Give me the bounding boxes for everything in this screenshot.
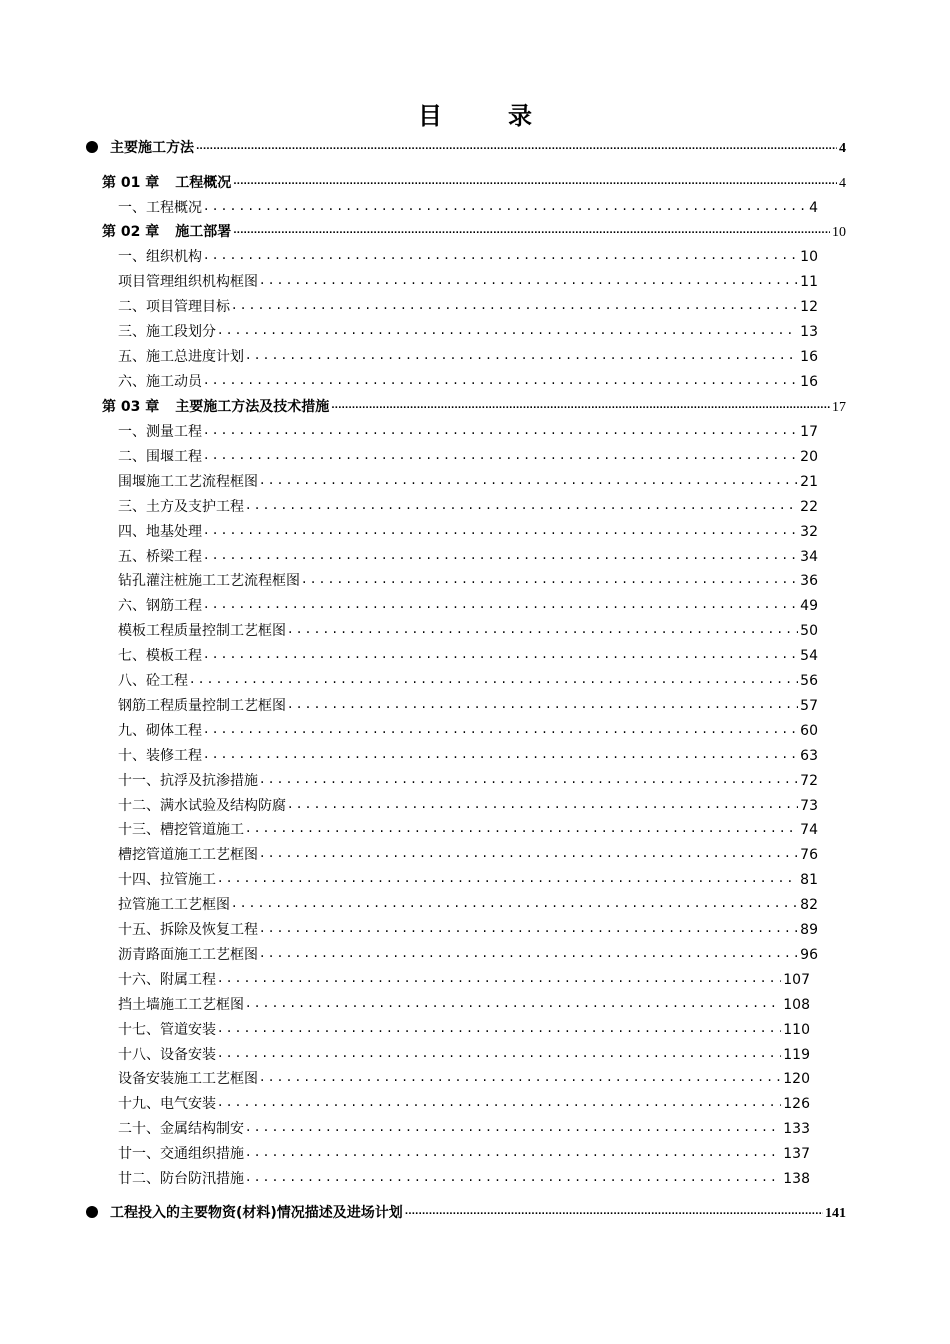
- toc-item-label: 槽挖管道施工工艺框图: [118, 847, 258, 864]
- toc-item-label: 五、施工总进度计划: [118, 349, 244, 365]
- toc-item-label: 一、测量工程: [118, 424, 202, 440]
- toc-item-entry[interactable]: [118, 1093, 810, 1113]
- dot-leader: [218, 1020, 781, 1034]
- toc-item-entry[interactable]: [118, 645, 818, 665]
- toc-item-label: 设备安装施工工艺框图: [118, 1071, 258, 1088]
- dot-leader: [232, 297, 798, 311]
- toc-item-label: 十二、满水试验及结构防腐: [118, 797, 286, 814]
- toc-page-number: 17: [800, 424, 818, 440]
- toc-item-entry[interactable]: [118, 844, 818, 864]
- dot-leader: [196, 138, 837, 152]
- dot-leader: [204, 596, 798, 610]
- dot-leader: [204, 721, 798, 735]
- toc-item-label: 围堰施工工艺流程框图: [118, 473, 258, 490]
- dot-leader: [204, 247, 798, 261]
- toc-page-number: 4: [839, 176, 846, 191]
- toc-item-entry[interactable]: [118, 570, 818, 590]
- toc-chapter-entry[interactable]: [102, 221, 846, 241]
- toc-page-number: 57: [800, 697, 818, 714]
- dot-leader: [190, 671, 798, 685]
- toc-item-entry[interactable]: [118, 471, 818, 491]
- chapter-title: 工程概况: [175, 175, 232, 191]
- toc-page-number: 10: [832, 225, 846, 240]
- toc-item-entry[interactable]: [118, 446, 818, 466]
- toc-page-number: 76: [800, 847, 818, 864]
- toc-page-number: 89: [800, 922, 818, 938]
- bullet-icon: [86, 141, 98, 153]
- toc-item-label: 钻孔灌注桩施工工艺流程框图: [118, 573, 300, 590]
- dot-leader: [260, 472, 798, 486]
- toc-item-label: 十四、拉管施工: [118, 872, 216, 889]
- dot-leader: [260, 1069, 781, 1083]
- toc-item-entry[interactable]: [118, 745, 818, 765]
- toc-item-entry[interactable]: [118, 869, 818, 889]
- chapter-number: 第 02 章: [102, 224, 160, 240]
- toc-item-entry[interactable]: [118, 720, 818, 740]
- toc-page-number: 138: [783, 1171, 810, 1187]
- toc-item-label: 挡土墙施工工艺框图: [118, 996, 244, 1013]
- toc-item-label: 一、工程概况: [118, 200, 202, 216]
- toc-item-label: 廿一、交通组织措施: [118, 1146, 244, 1163]
- toc-item-label: 四、地基处理: [118, 523, 202, 540]
- dot-leader: [218, 970, 781, 984]
- toc-page-number: 20: [800, 448, 818, 465]
- toc-page-number: 36: [800, 573, 818, 590]
- toc-item-entry[interactable]: [118, 546, 818, 566]
- dot-leader: [288, 696, 798, 710]
- toc-page-number: 12: [800, 299, 818, 315]
- toc-item-label: 六、施工动员: [118, 374, 202, 390]
- toc-page-number: 96: [800, 946, 818, 963]
- toc-page-number: 13: [800, 324, 818, 340]
- dot-leader: [204, 522, 798, 536]
- toc-item-label: 一、组织机构: [118, 249, 202, 265]
- toc-item-label: 沥青路面施工工艺框图: [118, 946, 258, 963]
- toc-item-entry[interactable]: [118, 271, 818, 291]
- toc-item-label: 九、砌体工程: [118, 722, 202, 739]
- toc-page-number: 11: [800, 274, 818, 290]
- toc-chapter-entry[interactable]: [102, 172, 846, 192]
- chapter-title: 施工部署: [175, 224, 232, 240]
- toc-item-entry[interactable]: [118, 421, 818, 441]
- toc-page-number: 141: [825, 1206, 846, 1221]
- toc-item-label: 廿二、防台防汛措施: [118, 1171, 244, 1187]
- toc-item-label: 十六、附属工程: [118, 971, 216, 988]
- toc-item-entry[interactable]: [118, 894, 818, 914]
- toc-item-entry[interactable]: [118, 346, 818, 366]
- toc-section-label: 主要施工方法: [110, 140, 194, 156]
- toc-item-entry[interactable]: [118, 620, 818, 640]
- dot-leader: [204, 447, 798, 461]
- dot-leader: [246, 1169, 781, 1183]
- toc-item-entry[interactable]: [118, 1168, 810, 1188]
- dot-leader: [260, 771, 798, 785]
- dot-leader: [246, 347, 798, 361]
- toc-item-label: 三、土方及支护工程: [118, 498, 244, 515]
- toc-item-entry[interactable]: [118, 521, 818, 541]
- toc-item-entry[interactable]: [118, 1118, 810, 1138]
- toc-page-number: 108: [783, 996, 810, 1013]
- dot-leader: [233, 222, 830, 236]
- toc-item-entry[interactable]: [118, 321, 818, 341]
- toc-page-number: 81: [800, 872, 818, 889]
- toc-section-entry[interactable]: [86, 137, 846, 157]
- chapter-number: 第 01 章: [102, 175, 160, 191]
- toc-page-number: 54: [800, 648, 818, 665]
- toc-item-entry[interactable]: [118, 695, 818, 715]
- toc-page-number: 10: [800, 249, 818, 265]
- dot-leader: [246, 995, 781, 1009]
- dot-leader: [331, 397, 830, 411]
- dot-leader: [204, 372, 798, 386]
- dot-leader: [204, 198, 807, 212]
- toc-page-number: 60: [800, 722, 818, 739]
- toc-item-label: 模板工程质量控制工艺框图: [118, 623, 286, 640]
- toc-page-number: 133: [783, 1121, 810, 1138]
- toc-item-entry[interactable]: [118, 496, 818, 516]
- toc-item-label: 二十、金属结构制安: [118, 1121, 244, 1138]
- toc-page-number: 120: [783, 1071, 810, 1088]
- toc-page-number: 17: [832, 400, 846, 415]
- dot-leader: [246, 1144, 781, 1158]
- dot-leader: [204, 746, 798, 760]
- toc-item-entry[interactable]: [118, 770, 818, 790]
- toc-item-label: 拉管施工工艺框图: [118, 897, 230, 914]
- toc-item-label: 十、装修工程: [118, 747, 202, 764]
- dot-leader: [218, 322, 798, 336]
- toc-page-number: 137: [783, 1146, 810, 1163]
- dot-leader: [260, 920, 798, 934]
- dot-leader: [233, 173, 837, 187]
- toc-page-number: 22: [800, 498, 818, 515]
- toc-page-number: 110: [783, 1021, 810, 1038]
- toc-page-number: 4: [839, 141, 846, 156]
- dot-leader: [218, 1094, 781, 1108]
- toc-title-char-1: 目: [418, 102, 442, 130]
- toc-item-label: 二、围堰工程: [118, 448, 202, 465]
- toc-page-number: 107: [783, 971, 810, 988]
- toc-item-entry[interactable]: [118, 994, 810, 1014]
- toc-item-entry[interactable]: [118, 819, 818, 839]
- toc-item-label: 十八、设备安装: [118, 1046, 216, 1063]
- toc-item-entry[interactable]: [118, 670, 818, 690]
- dot-leader: [204, 422, 798, 436]
- dot-leader: [246, 1119, 781, 1133]
- toc-item-entry[interactable]: [118, 795, 818, 815]
- toc-item-label: 十九、电气安装: [118, 1096, 216, 1113]
- toc-item-label: 钢筋工程质量控制工艺框图: [118, 697, 286, 714]
- dot-leader: [302, 571, 798, 585]
- toc-title-char-2: 录: [508, 102, 532, 130]
- toc-item-entry[interactable]: [118, 197, 818, 217]
- dot-leader: [218, 870, 798, 884]
- toc-item-label: 十一、抗浮及抗渗措施: [118, 772, 258, 789]
- toc-item-label: 三、施工段划分: [118, 324, 216, 340]
- toc-page-number: 126: [783, 1096, 810, 1113]
- toc-page-number: 49: [800, 598, 818, 615]
- dot-leader: [288, 621, 798, 635]
- toc-section-entry[interactable]: [86, 1202, 846, 1222]
- toc-item-label: 六、钢筋工程: [118, 598, 202, 615]
- toc-item-entry[interactable]: [118, 969, 810, 989]
- toc-item-label: 二、项目管理目标: [118, 299, 230, 315]
- toc-item-label: 项目管理组织机构框图: [118, 274, 258, 290]
- toc-item-label: 五、桥梁工程: [118, 548, 202, 565]
- toc-page-number: 63: [800, 747, 818, 764]
- toc-chapter-entry[interactable]: [102, 396, 846, 416]
- bullet-icon: [86, 1206, 98, 1218]
- toc-title: [0, 96, 950, 131]
- toc-item-label: 七、模板工程: [118, 648, 202, 665]
- toc-page-number: 72: [800, 772, 818, 789]
- toc-page-number: 50: [800, 623, 818, 640]
- toc-item-entry[interactable]: [118, 595, 818, 615]
- dot-leader: [246, 497, 798, 511]
- toc-page-number: 21: [800, 473, 818, 490]
- toc-page-number: 16: [800, 349, 818, 365]
- toc-item-label: 十三、槽挖管道施工: [118, 822, 244, 839]
- toc-item-label: 十七、管道安装: [118, 1021, 216, 1038]
- dot-leader: [405, 1203, 823, 1217]
- chapter-number: 第 03 章: [102, 399, 160, 415]
- toc-page-number: 119: [783, 1046, 810, 1063]
- toc-item-entry[interactable]: [118, 371, 818, 391]
- toc-page-number: 4: [809, 200, 818, 216]
- toc-item-entry[interactable]: [118, 1143, 810, 1163]
- toc-item-label: 八、砼工程: [118, 673, 188, 689]
- dot-leader: [204, 547, 798, 561]
- toc-item-entry[interactable]: [118, 919, 818, 939]
- dot-leader: [260, 945, 798, 959]
- toc-item-label: 十五、拆除及恢复工程: [118, 922, 258, 938]
- dot-leader: [204, 646, 798, 660]
- dot-leader: [232, 895, 798, 909]
- toc-item-entry[interactable]: [118, 246, 818, 266]
- toc-page-number: 73: [800, 797, 818, 814]
- toc-page-number: 82: [800, 897, 818, 914]
- chapter-title: 主要施工方法及技术措施: [175, 399, 330, 415]
- toc-page-number: 74: [800, 822, 818, 839]
- dot-leader: [260, 272, 798, 286]
- toc-page-number: 16: [800, 374, 818, 390]
- toc-page-number: 34: [800, 548, 818, 565]
- toc-item-entry[interactable]: [118, 1019, 810, 1039]
- toc-item-entry[interactable]: [118, 296, 818, 316]
- dot-leader: [288, 796, 798, 810]
- toc-page-number: 32: [800, 523, 818, 540]
- toc-item-entry[interactable]: [118, 1068, 810, 1088]
- toc-page-number: 56: [800, 673, 818, 689]
- toc-item-entry[interactable]: [118, 1044, 810, 1064]
- toc-item-entry[interactable]: [118, 944, 818, 964]
- dot-leader: [218, 1045, 781, 1059]
- toc-section-label: 工程投入的主要物资(材料)情况描述及进场计划: [110, 1205, 403, 1221]
- dot-leader: [246, 820, 798, 834]
- dot-leader: [260, 845, 798, 859]
